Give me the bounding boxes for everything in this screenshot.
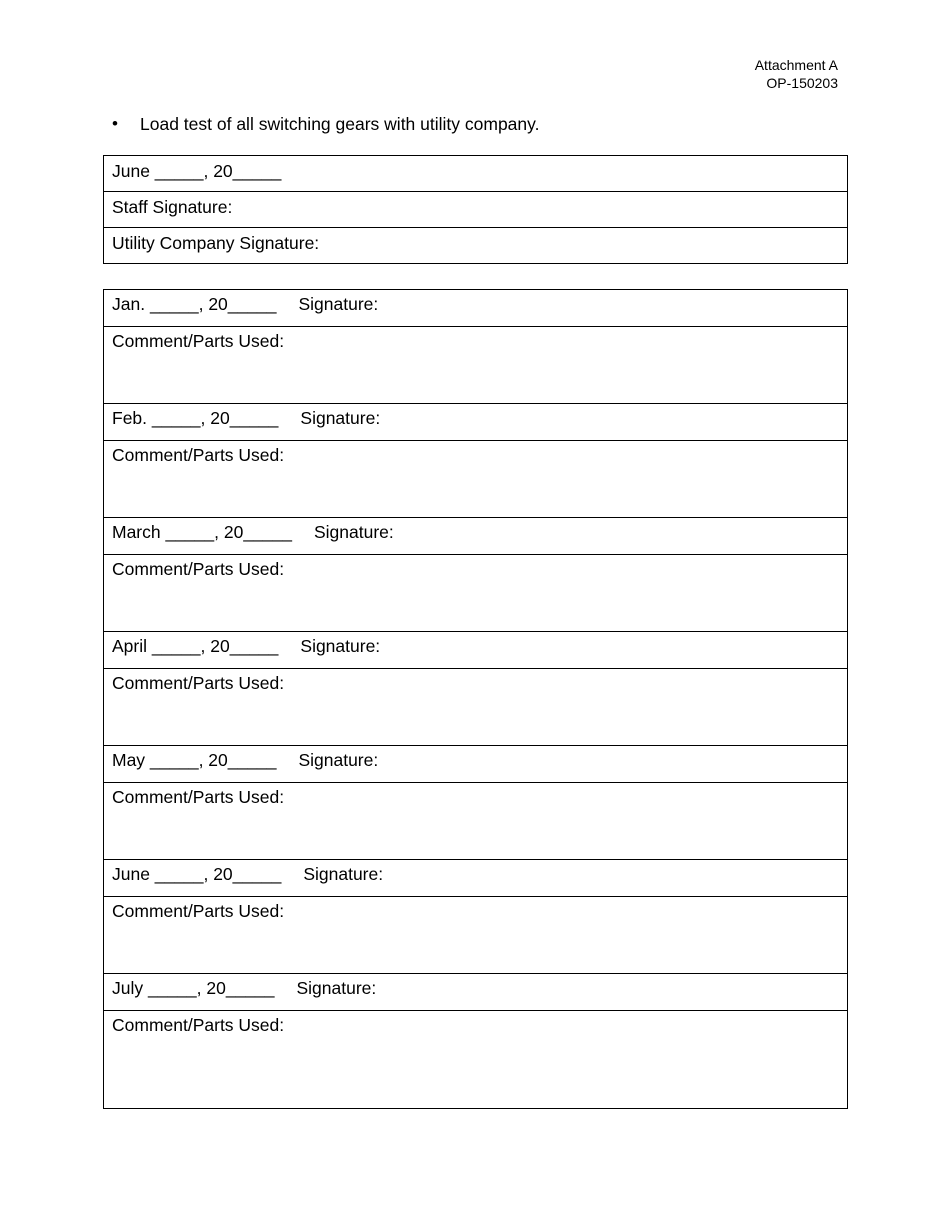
month-date-signature-field[interactable] — [104, 518, 848, 555]
month-comment-row — [104, 783, 848, 860]
month-signature-label: Signature: — [298, 750, 379, 770]
month-comment-field[interactable]: Comment/Parts Used: — [104, 1011, 848, 1109]
month-date-row — [104, 632, 848, 669]
month-date-label: March _____, 20_____ — [112, 522, 292, 542]
month-signature-label: Signature: — [300, 636, 381, 656]
month-date-signature-field[interactable] — [104, 290, 848, 327]
month-date-label: June _____, 20_____ — [112, 864, 282, 884]
month-date-label: Feb. _____, 20_____ — [112, 408, 279, 428]
month-date-row — [104, 746, 848, 783]
month-date-signature-field[interactable] — [104, 860, 848, 897]
month-date-row — [104, 290, 848, 327]
document-number: OP-150203 — [766, 75, 838, 91]
month-date-signature-field[interactable] — [104, 404, 848, 441]
month-comment-row — [104, 897, 848, 974]
month-date-label: April _____, 20_____ — [112, 636, 279, 656]
month-signature-label: Signature: — [314, 522, 394, 542]
bullet-icon: • — [112, 114, 118, 133]
month-comment-row — [104, 441, 848, 518]
month-comment-field[interactable]: Comment/Parts Used: — [104, 555, 848, 632]
month-date-row — [104, 860, 848, 897]
month-date-row — [104, 404, 848, 441]
month-date-signature-field[interactable] — [104, 632, 848, 669]
document-header — [755, 56, 838, 92]
month-date-signature-field[interactable] — [104, 746, 848, 783]
month-comment-row — [104, 327, 848, 404]
load-test-table — [103, 155, 848, 264]
load-test-date-field[interactable]: June _____, 20_____ — [104, 156, 848, 192]
month-comment-row — [104, 1011, 848, 1109]
bullet-text: Load test of all switching gears with utility company. — [140, 114, 540, 134]
month-signature-label: Signature: — [296, 978, 377, 998]
utility-company-signature-field[interactable]: Utility Company Signature: — [104, 228, 848, 264]
month-comment-field[interactable]: Comment/Parts Used: — [104, 897, 848, 974]
month-comment-field[interactable]: Comment/Parts Used: — [104, 441, 848, 518]
month-comment-field[interactable]: Comment/Parts Used: — [104, 783, 848, 860]
month-date-label: Jan. _____, 20_____ — [112, 294, 277, 314]
month-comment-row — [104, 555, 848, 632]
bullet-item — [112, 113, 539, 135]
month-signature-label: Signature: — [300, 408, 381, 428]
attachment-label: Attachment A — [754, 57, 838, 73]
month-comment-field[interactable]: Comment/Parts Used: — [104, 327, 848, 404]
month-signature-label: Signature: — [298, 294, 379, 314]
month-comment-field[interactable]: Comment/Parts Used: — [104, 669, 848, 746]
month-date-signature-field[interactable] — [104, 974, 848, 1011]
month-date-label: May _____, 20_____ — [112, 750, 277, 770]
monthly-log-table — [103, 289, 848, 1109]
staff-signature-field[interactable]: Staff Signature: — [104, 192, 848, 228]
month-date-row — [104, 518, 848, 555]
month-comment-row — [104, 669, 848, 746]
month-date-label: July _____, 20_____ — [112, 978, 275, 998]
month-signature-label: Signature: — [303, 864, 384, 884]
month-date-row — [104, 974, 848, 1011]
